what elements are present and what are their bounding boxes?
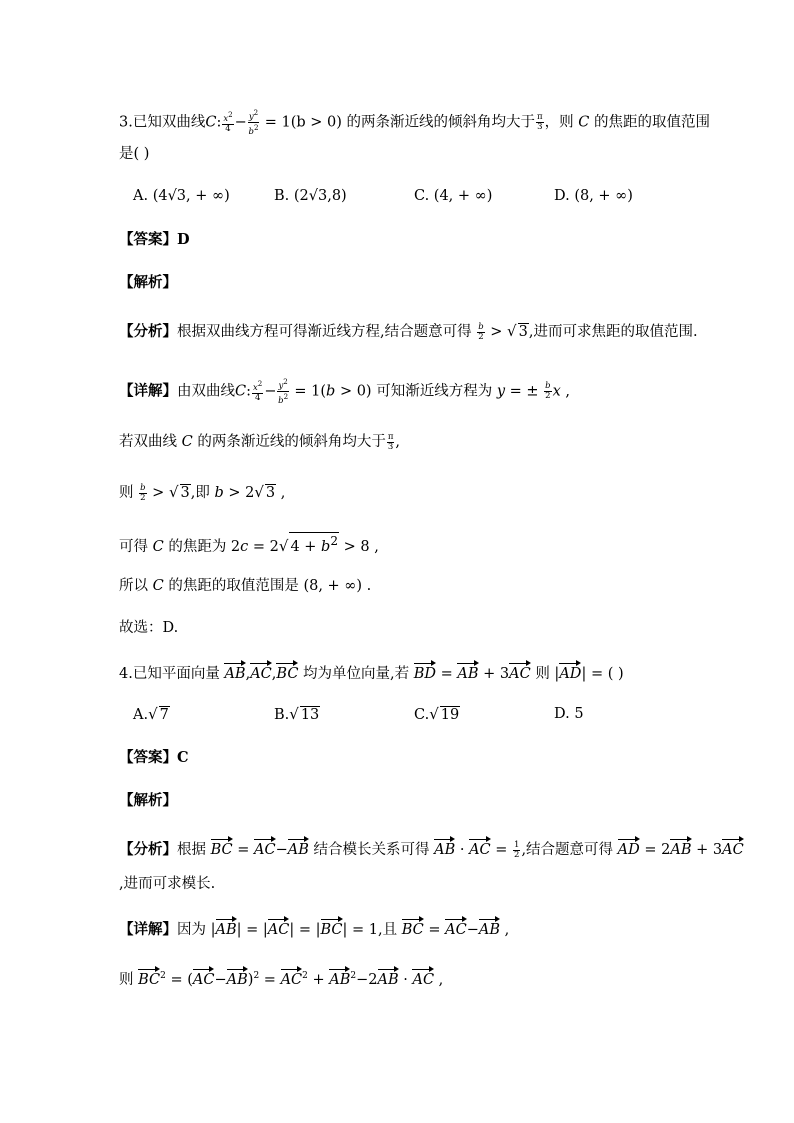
q4-option-d[interactable]: D. 5 xyxy=(554,706,584,722)
q4-xiangjie-line2: 则 $BC^2 = (AC-AB)^2 = AC^2 + AB^2-2AB$ · AC , xyxy=(119,966,443,990)
q4-answer: 【答案】C xyxy=(119,749,189,766)
q3-option-b[interactable]: B. (2√3,8) xyxy=(274,188,347,204)
q4-option-a[interactable]: A.√ 7 xyxy=(133,705,169,723)
q3-conclusion: 故选：D. xyxy=(119,620,179,636)
q3-xiangjie-line4: 可得 C 的焦距为 2c = 2√ $4 + b^2 > 8$ , xyxy=(119,534,379,555)
q4-xiangjie-line1: 【详解】因为 |AB| = |AC| = |BC| = 1,且 BC = AC−AB , xyxy=(119,918,509,940)
q3-option-d[interactable]: D. (8, + ∞) xyxy=(554,188,633,204)
q3-xiangjie-line5: 所以 C 的焦距的取值范围是 (8, + ∞) . xyxy=(119,578,372,594)
q4-fenxi-line2: ,进而可求模长. xyxy=(119,876,216,892)
q3-xiangjie-line3: 则 $\frac{b}{2}$ > √ 3,即 b > 2√ 3 , xyxy=(119,482,286,503)
q4-number: 4. xyxy=(119,666,133,682)
q3-answer: 【答案】D xyxy=(119,231,190,248)
q3-analysis-heading: 【解析】 xyxy=(119,274,177,291)
q4-analysis-heading: 【解析】 xyxy=(119,792,177,809)
q4-option-c[interactable]: C.√ 19 xyxy=(414,705,460,723)
q3-stem-line1: 3.已知双曲线C: $\frac{x^2}{4}$ − $\frac{y^2}{b^2}$ = 1(b > 0) 的两条渐近线的倾斜角均大于 $\frac{\pi}{3}$ ，则 C 的焦距的取值范围 xyxy=(119,108,710,137)
q3-number: 3. xyxy=(119,114,133,131)
q3-option-c[interactable]: C. (4, + ∞) xyxy=(414,188,493,204)
q3-stem-line2: 是( ) xyxy=(119,146,150,162)
q4-stem: 4.已知平面向量 AB,AC,BC 均为单位向量,若 BD = AB + 3AC 则 |AD| = ( ) xyxy=(119,662,624,684)
q3-xiangjie-line2: 若双曲线 C 的两条渐近线的倾斜角均大于 $\frac{\pi}{3}$ , xyxy=(119,431,401,452)
q4-fenxi-line1: 【分析】根据 BC = AC−AB 结合模长关系可得 AB · AC = $\frac{1}{2}$ ,结合题意可得 AD = 2AB + 3AC xyxy=(119,839,744,860)
q3-fenxi: 【分析】根据双曲线方程可得渐近线方程,结合题意可得 $\frac{b}{2}$ > √ 3,进而可求焦距的取值范围. xyxy=(119,321,698,342)
q4-option-b[interactable]: B.√ 13 xyxy=(274,705,320,723)
q3-xiangjie-line1: 【详解】由双曲线C: $\frac{x^2}{4}$ − $\frac{y^2}{b^2}$ = 1(b > 0) 可知渐近线方程为 y = ± $\frac{b}{2}$ x , xyxy=(119,377,571,406)
q3-option-a[interactable]: A. (4√3, + ∞) xyxy=(133,188,230,204)
